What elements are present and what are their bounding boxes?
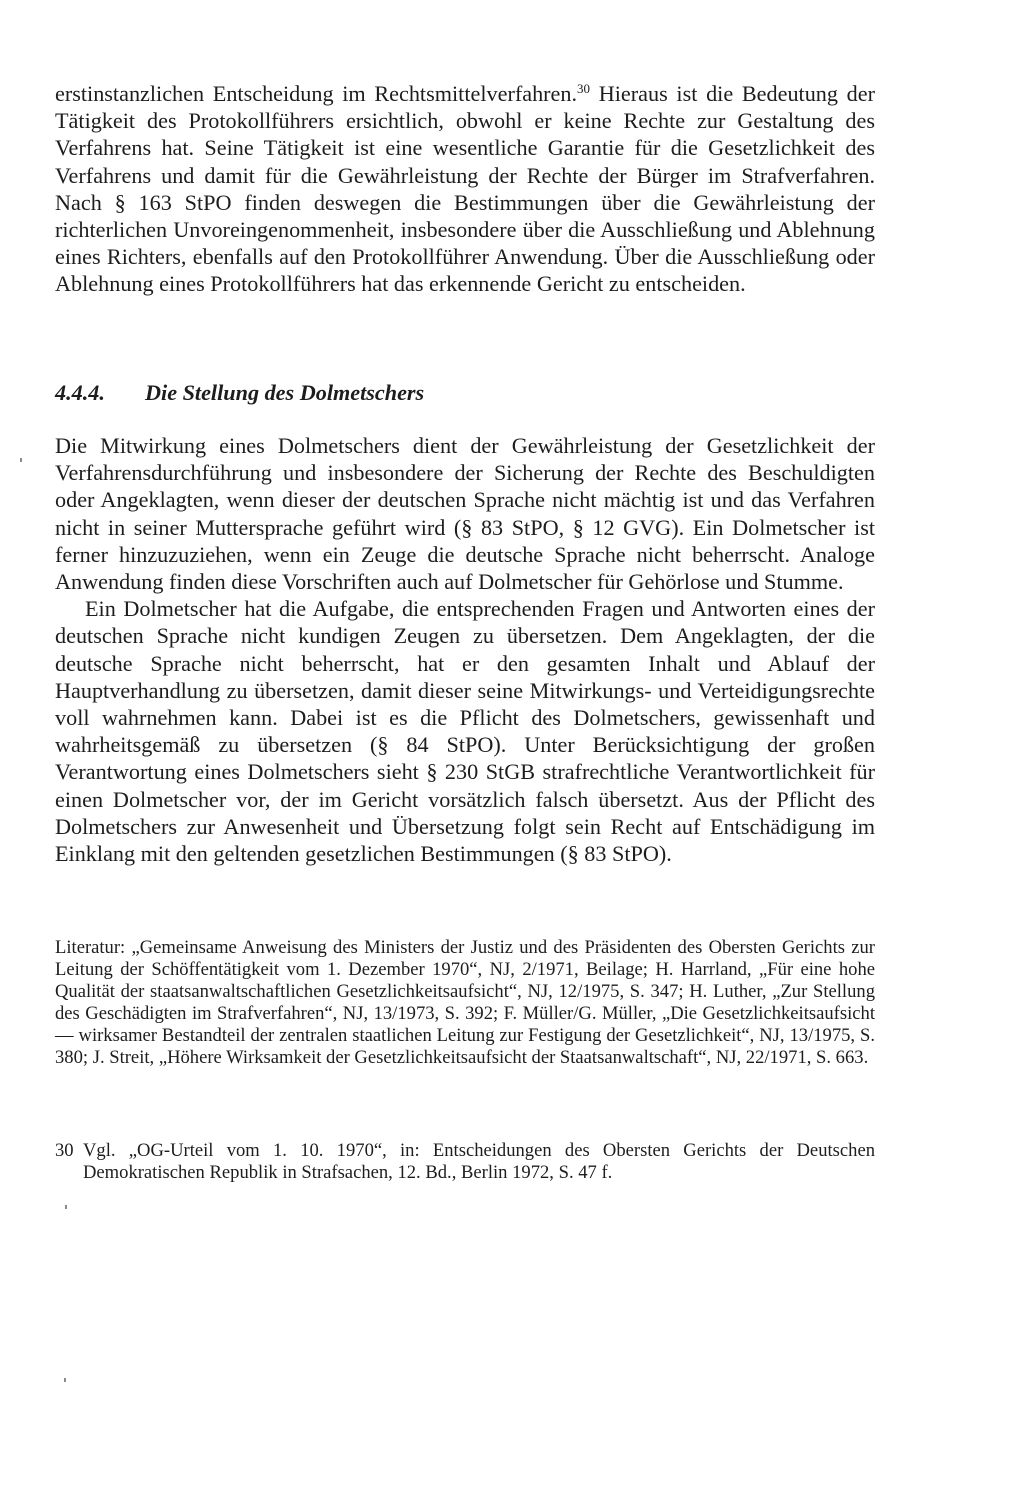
scan-speck	[20, 458, 22, 462]
section-heading	[55, 380, 424, 406]
section-number: 4.4.4.	[55, 380, 105, 405]
intro-paragraph	[55, 80, 875, 298]
footnote	[55, 1140, 875, 1184]
footnote-number: 30	[55, 1140, 74, 1161]
scan-speck	[65, 1205, 67, 1209]
scan-speck	[64, 1378, 66, 1382]
section-paragraph-1: Die Mitwirkung eines Dolmetschers dient der Gewährleistung der Gesetzlichkeit der Verfahrensdurchführung und insbesondere der Sicherung der Rechte des Beschuldigten oder Angeklagten, wenn dieser der deutschen Sprache nicht mächtig ist und das Verfahren nicht in seiner Muttersprache geführt wird (§ 83 StPO, § 12 GVG). Ein Dolmetscher ist ferner hinzuzuziehen, wenn ein Zeuge die deutsche Sprache nicht beherrscht. Analoge Anwendung finden diese Vorschriften auch auf Dolmetscher für Gehörlose und Stumme.	[55, 433, 875, 595]
section-body	[55, 432, 875, 867]
intro-text-start: erstinstanzlichen Entscheidung im Rechtsmittelverfahren.	[55, 81, 578, 106]
literature-references: Literatur: „Gemeinsame Anweisung des Ministers der Justiz und des Präsidenten des Obersten Gerichts zur Leitung der Schöffentätigkeit vom 1. Dezember 1970“, NJ, 2/1971, Beilage; H. Harrland, „Für eine hohe Qualität der staatsanwaltschaftlichen Gesetzlichkeitsaufsicht“, NJ, 12/1975, S. 347; H. Luther, „Zur Stellung des Geschädigten im Strafverfahren“, NJ, 13/1973, S. 392; F. Müller/G. Müller, „Die Gesetzlichkeitsaufsicht — wirksamer Bestandteil der zentralen staatlichen Leitung zur Festigung der Gesetzlichkeit“, NJ, 13/1975, S. 380; J. Streit, „Höhere Wirksamkeit der Gesetzlichkeitsaufsicht der Staatsanwaltschaft“, NJ, 22/1971, S. 663.	[55, 937, 875, 1068]
intro-block	[55, 80, 875, 298]
intro-text-end: Hieraus ist die Bedeutung der Tätigkeit des Protokollführers ersichtlich, obwohl er keine Rechte zur Gestaltung des Verfahrens hat. Seine Tätigkeit ist eine wesentliche Garantie für die Gesetzlichkeit des Verfahrens und damit für die Gewährleistung der Rechte der Bürger im Strafverfahren. Nach § 163 StPO finden deswegen die Bestimmungen über die Gewährleistung der richterlichen Unvoreingenommenheit, insbesondere über die Ausschließung und Ablehnung eines Richters, ebenfalls auf den Protokollführer Anwendung. Über die Ausschließung oder Ablehnung eines Protokollführers hat das erkennende Gericht zu entscheiden.	[55, 81, 876, 297]
section-paragraph-2: Ein Dolmetscher hat die Aufgabe, die entsprechenden Fragen und Antworten eines der deutschen Sprache nicht kundigen Zeugen zu übersetzen. Dem Angeklagten, der die deutsche Sprache nicht beherrscht, hat er den gesamten Inhalt und Ablauf der Hauptverhandlung zu übersetzen, damit dieser seine Mitwirkungs- und Verteidigungsrechte voll wahrnehmen kann. Dabei ist es die Pflicht des Dolmetschers, gewissenhaft und wahrheitsgemäß zu übersetzen (§ 84 StPO). Unter Berücksichtigung der großen Verantwortung eines Dolmetschers sieht § 230 StGB strafrechtliche Verantwortlichkeit für einen Dolmetscher vor, der im Gericht vorsätzlich falsch übersetzt. Aus der Pflicht des Dolmetschers zur Anwesenheit und Übersetzung folgt sein Recht auf Entschädigung im Einklang mit den geltenden gesetzlichen Bestimmungen (§ 83 StPO).	[55, 596, 875, 867]
footnote-text: Vgl. „OG-Urteil vom 1. 10. 1970“, in: Entscheidungen des Obersten Gerichts der Deutschen Demokratischen Republik in Strafsachen, 12. Bd., Berlin 1972, S. 47 f.	[83, 1140, 875, 1183]
section-title: Die Stellung des Dolmetschers	[145, 380, 425, 405]
footnote-reference[interactable]: 30	[577, 81, 591, 96]
